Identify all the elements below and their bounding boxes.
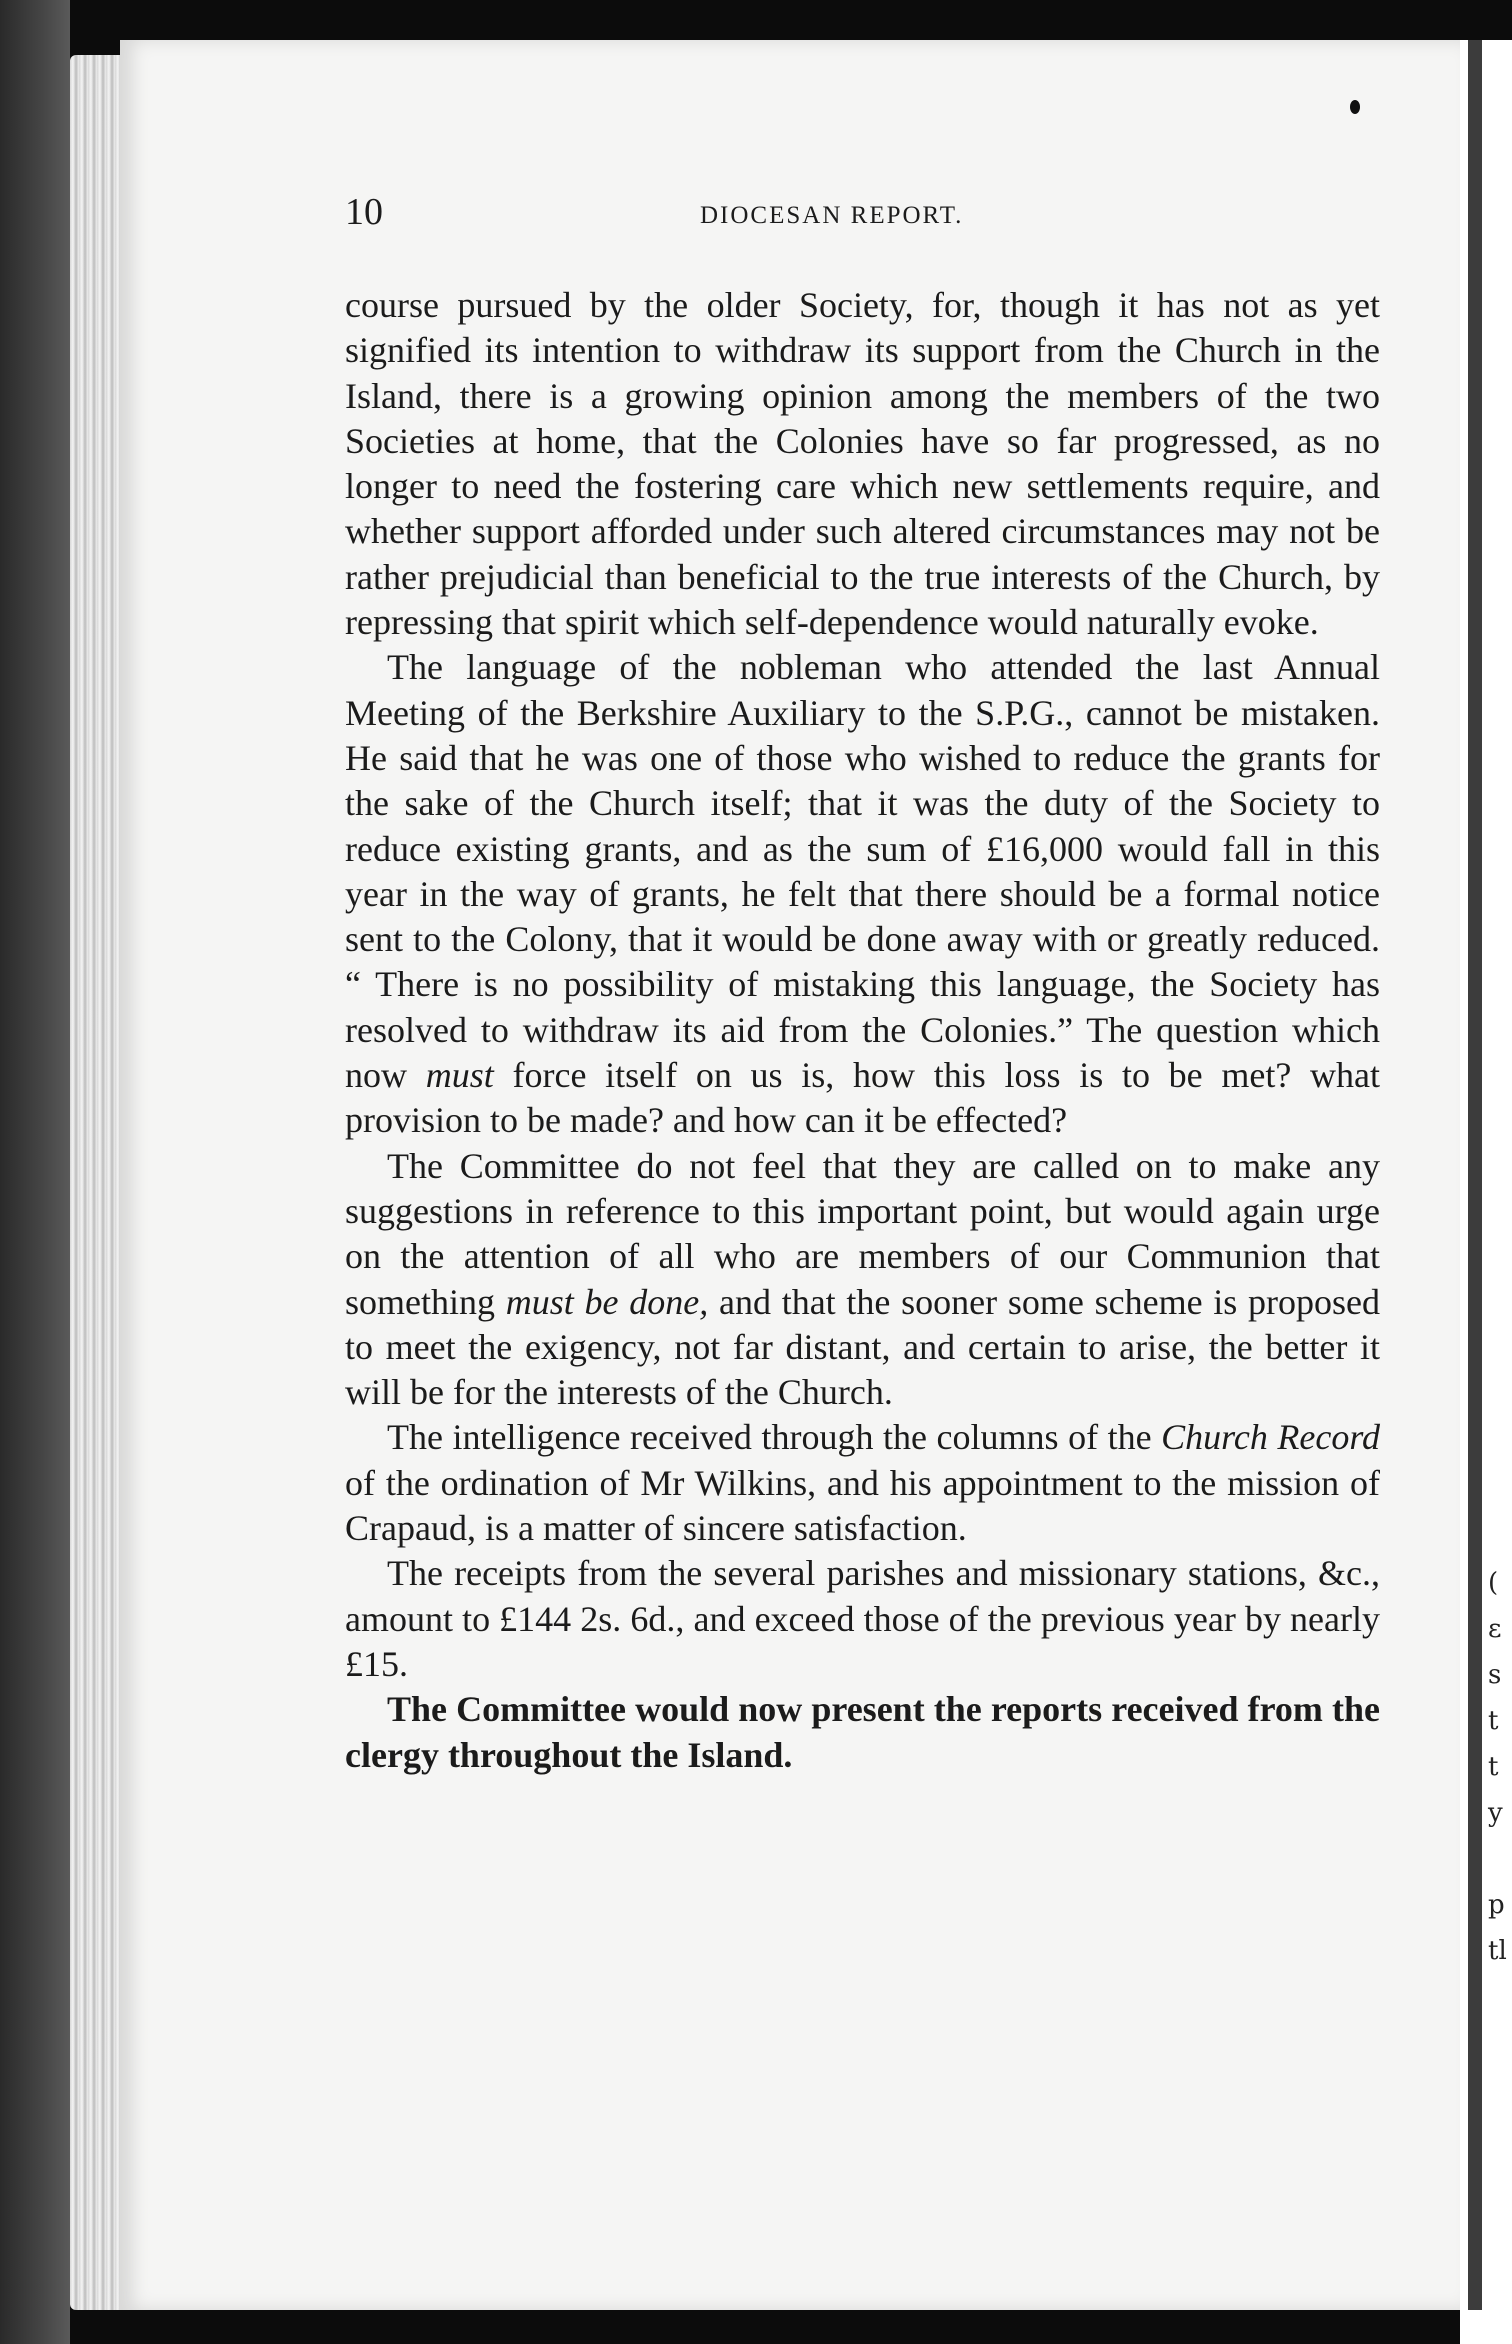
paragraph-text: The intelligence received through the columns of the	[387, 1417, 1152, 1458]
fragment: y	[1488, 1798, 1503, 1828]
fragment: t	[1488, 1706, 1499, 1736]
paragraph-text: The Committee would now present the reports received from the clergy throughout the Island.	[345, 1689, 1380, 1775]
italic-emphasis: must	[425, 1055, 494, 1096]
adjacent-page-fragments	[1488, 1560, 1507, 1974]
paragraph-text-after: and that the sooner some scheme is proposed to meet the exigency, not far distant, and certain to arise, the better it will be for the interests of the Church.	[345, 1281, 1381, 1413]
fragment: t	[1488, 1752, 1499, 1782]
fragment: (	[1488, 1568, 1499, 1598]
paragraph-text-after: of the ordination of Mr Wilkins, and his appointment to the mission of Crapaud, is a matter of sincere satisfaction.	[345, 1462, 1380, 1549]
paragraph-2	[345, 645, 1380, 1143]
paragraph-text: The receipts from the several parishes and missionary stations, &c., amount to £144 2s. 6d., and exceed those of the previous year by nearly £15.	[345, 1553, 1380, 1684]
fragment: tl	[1488, 1936, 1507, 1966]
paragraph-1	[345, 283, 1380, 645]
body-text	[345, 283, 1380, 1778]
paragraph-text: The Committee do not feel that they are called on to make any suggestions in reference to this important point, but would again urge on the attention of all who are members of our Communion that something	[345, 1145, 1380, 1322]
fragment-gap	[1488, 1836, 1507, 1882]
paragraph-6	[345, 1687, 1380, 1778]
paragraph-text: course pursued by the older Society, for, though it has not as yet signified its intention to withdraw its support from the Church in the Island, there is a growing opinion among the members of the two Societies at home, that the Colonies have so far progressed, as no longer to need the fostering care which new settlements require, and whether support afforded under such altered circumstances may not be rather prejudicial than beneficial to the true interests of the Church, by repressing that spirit which self-dependence would naturally evoke.	[345, 285, 1380, 643]
book-spine-shadow	[0, 0, 70, 2344]
paragraph-5	[345, 1551, 1380, 1687]
paragraph-3	[345, 1144, 1380, 1416]
paragraph-4	[345, 1415, 1380, 1551]
fragment: s	[1488, 1660, 1502, 1690]
ink-speck	[1350, 100, 1360, 114]
fragment: p	[1488, 1890, 1505, 1920]
page-header	[345, 190, 1380, 240]
page-gutter	[1468, 40, 1482, 2310]
paragraph-text: The language of the nobleman who attended the last Annual Meeting of the Berkshire Auxiliary to the S.P.G., cannot be mistaken. He said that he was one of those who wished to reduce the grants for the sake of the Church itself; that it was the duty of the Society to reduce existing grants, and as the sum of £16,000 would fall in this year in the way of grants, he felt that there should be a formal notice sent to the Colony, that it would be done away with or greatly reduced. “ There is no possibility of mistaking this language, the Society has resolved to withdraw its aid from the Colonies.” The question which now	[345, 647, 1380, 1096]
page-number: 10	[345, 191, 383, 233]
italic-emphasis: must be done,	[505, 1281, 709, 1322]
paragraph-text-after: force itself on us is, how this loss is to be met? what provision to be made? and how can it be effected?	[345, 1055, 1381, 1141]
running-head: DIOCESAN REPORT.	[700, 202, 964, 229]
italic-title: Church Record	[1161, 1417, 1380, 1458]
fragment: ε	[1488, 1614, 1502, 1644]
